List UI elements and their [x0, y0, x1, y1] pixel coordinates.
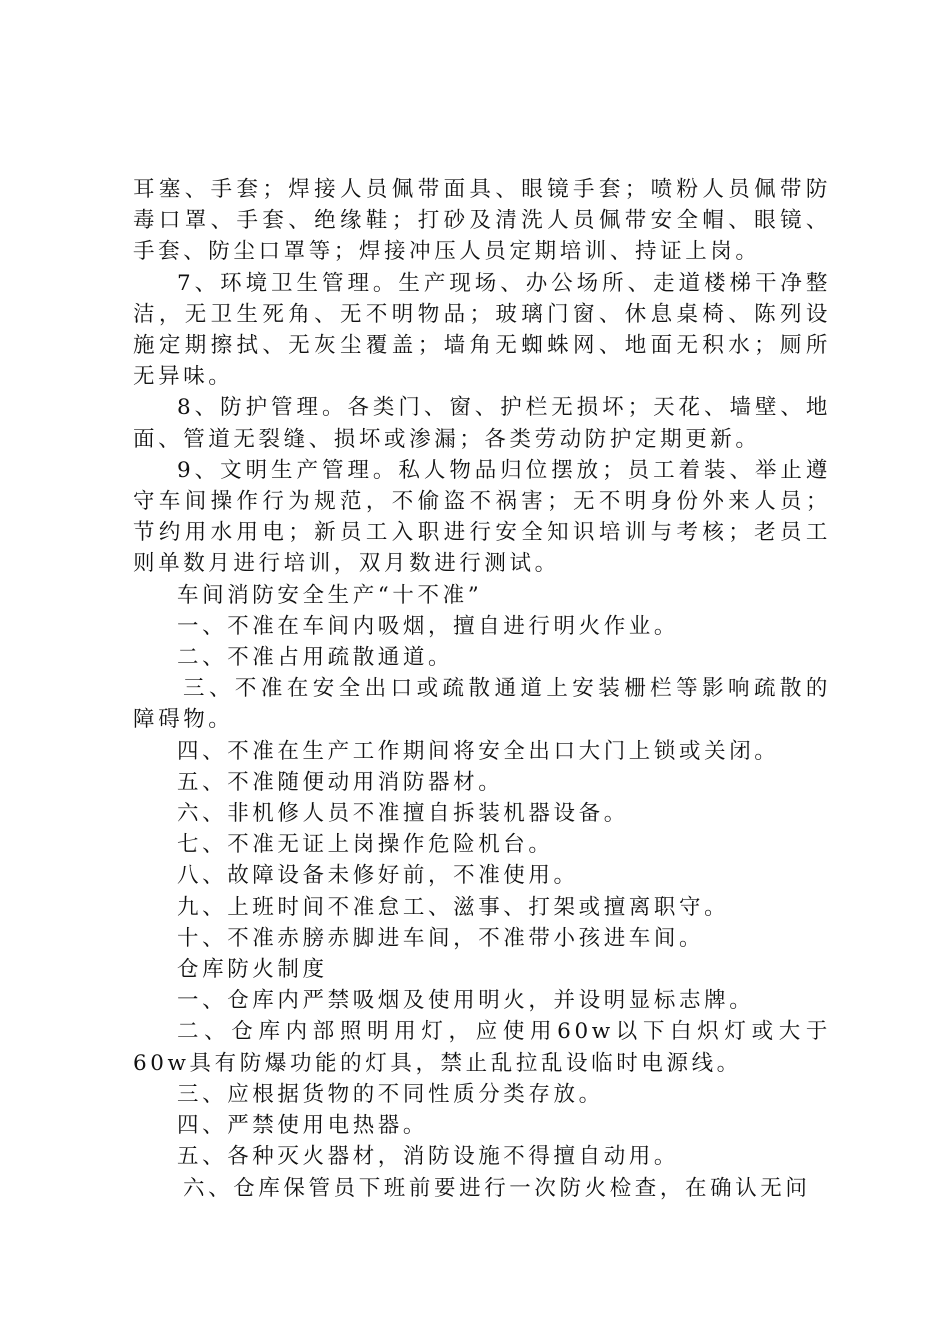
- document-body: [133, 174, 831, 1204]
- prohibition-item-1: 一、不准在车间内吸烟，擅自进行明火作业。: [177, 613, 680, 639]
- warehouse-rule-4: 四、严禁使用电热器。: [177, 1113, 429, 1139]
- prohibition-item-4: 四、不准在生产工作期间将安全出口大门上锁或关闭。: [177, 738, 780, 764]
- prohibition-item-8: 八、故障设备未修好前，不准使用。: [177, 863, 579, 889]
- paragraph-civilized-production: 9、文明生产管理。私人物品归位摆放；员工着装、举止遵守车间操作行为规范，不偷盗不祸害；无不明身份外来人员；节约用水用电；新员工入职进行安全知识培训与考核；老员工则单数月进行培训，双月数进行测试。: [133, 457, 831, 577]
- paragraph-environmental-hygiene: 7、环境卫生管理。生产现场、办公场所、走道楼梯干净整洁，无卫生死角、无不明物品；玻璃门窗、休息桌椅、陈列设施定期擦拭、无灰尘覆盖；墙角无蜘蛛网、地面无积水；厕所无异味。: [133, 270, 831, 390]
- paragraph-ppe-continued: 耳塞、手套；焊接人员佩带面具、眼镜手套；喷粉人员佩带防毒口罩、手套、绝缘鞋；打砂及清洗人员佩带安全帽、眼镜、手套、防尘口罩等；焊接冲压人员定期培训、持证上岗。: [133, 177, 831, 265]
- prohibition-item-9: 九、上班时间不准怠工、滋事、打架或擅离职守。: [177, 894, 730, 920]
- section-heading-ten-prohibitions: 车间消防安全生产“十不准”: [177, 582, 483, 608]
- paragraph-protection-management: 8、防护管理。各类门、窗、护栏无损坏；天花、墙壁、地面、管道无裂缝、损坏或渗漏；各类劳动防护定期更新。: [133, 395, 831, 452]
- section-heading-warehouse-fire: 仓库防火制度: [177, 957, 328, 983]
- prohibition-item-7: 七、不准无证上岗操作危险机台。: [177, 832, 554, 858]
- warehouse-rule-1: 一、仓库内严禁吸烟及使用明火，并设明显标志牌。: [177, 988, 755, 1014]
- prohibition-item-2: 二、不准占用疏散通道。: [177, 645, 454, 671]
- warehouse-rule-6: 六、仓库保管员下班前要进行一次防火检查，在确认无问: [183, 1175, 811, 1201]
- prohibition-item-6: 六、非机修人员不准擅自拆装机器设备。: [177, 801, 629, 827]
- prohibition-item-5: 五、不准随便动用消防器材。: [177, 769, 504, 795]
- warehouse-rule-2: 二、仓库内部照明用灯，应使用60w以下白炽灯或大于60w具有防爆功能的灯具，禁止乱拉乱设临时电源线。: [133, 1019, 831, 1076]
- prohibition-item-3: 三、不准在安全出口或疏散通道上安装栅栏等影响疏散的障碍物。: [133, 676, 831, 733]
- warehouse-rule-5: 五、各种灭火器材，消防设施不得擅自动用。: [177, 1144, 680, 1170]
- prohibition-item-10: 十、不准赤膀赤脚进车间，不准带小孩进车间。: [177, 925, 705, 951]
- warehouse-rule-3: 三、应根据货物的不同性质分类存放。: [177, 1081, 604, 1107]
